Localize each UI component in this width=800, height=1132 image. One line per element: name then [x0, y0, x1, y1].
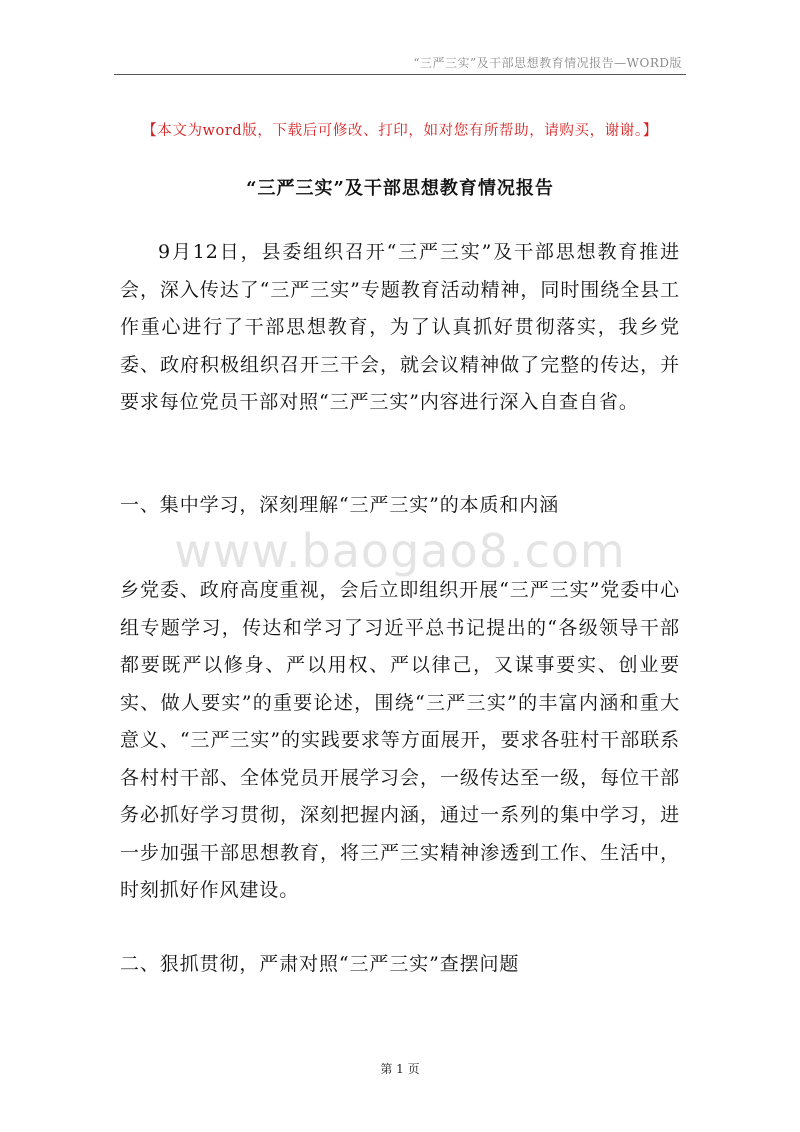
- page-number: 第 1 页: [380, 1062, 420, 1076]
- running-header: “三严三实”及干部思想教育情况报告—WORD版: [413, 56, 682, 70]
- section-heading-1: 一、集中学习，深刻理解“三严三实”的本质和内涵: [120, 494, 560, 516]
- document-title: “三严三实”及干部思想教育情况报告: [246, 178, 554, 199]
- paragraph-intro: 9月12日，县委组织召开“三严三实”及干部思想教育推进会，深入传达了“三严三实”专题教育活动精神，同时围绕全县工作重心进行了干部思想教育，为了认真抓好贯彻落实，我乡党委、政府积极组织召开三干会，就会议精神做了完整的传达，并要求每位党员干部对照“三严三实”内容进行深入自查自省。: [120, 241, 680, 413]
- section-heading-2: 二、狠抓贯彻，严肃对照“三严三实”查摆问题: [120, 953, 520, 975]
- header-divider: [114, 74, 686, 75]
- download-notice: 【本文为word版，下载后可修改、打印，如对您有所帮助，请购买，谢谢。】: [142, 123, 658, 139]
- watermark: www.baogao8.com: [174, 524, 626, 578]
- paragraph-section-1: 乡党委、政府高度重视，会后立即组织开展“三严三实”党委中心组专题学习，传达和学习了习近平总书记提出的“各级领导干部都要既严以修身、严以用权、严以律己，又谋事要实、创业要实、做人要实”的重要论述，围绕“三严三实”的丰富内涵和重大意义、“三严三实”的实践要求等方面展开，要求各驻村干部联系各村村干部、全体党员开展学习会，一级传达至一级，每位干部务必抓好学习贯彻，深刻把握内涵，通过一系列的集中学习，进一步加强干部思想教育，将三严三实精神渗透到工作、生活中，时刻抓好作风建设。: [120, 579, 680, 901]
